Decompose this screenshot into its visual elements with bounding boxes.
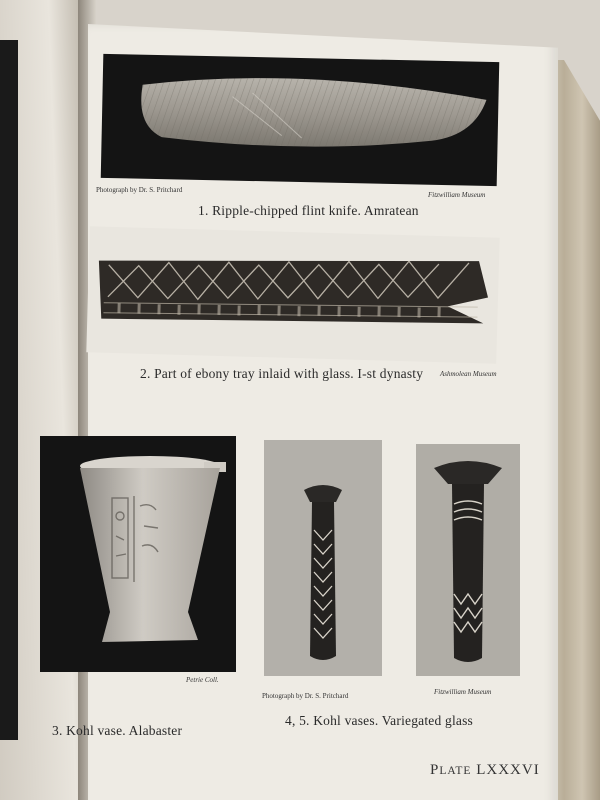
flint-knife-image [101,54,500,186]
ebony-tray-image [86,226,499,363]
glass-vase-5-photo [416,444,520,676]
alabaster-vase-image [40,436,236,672]
plate-label-rest: LATE [439,765,472,777]
glass-vase-4-image [264,440,382,676]
figure-1-museum: Fitzwilliam Museum [428,191,486,199]
figure-1-caption: 1. Ripple-chipped flint knife. Amratean [198,203,419,218]
plate-number: LXXXVI [476,762,540,778]
figure-3-caption: 3. Kohl vase. Alabaster [52,723,183,738]
figure-4-5-caption: 4, 5. Kohl vases. Variegated glass [285,713,474,728]
plate-label [430,762,540,779]
ebony-tray-photo [86,226,499,363]
flint-knife-photo [101,54,500,186]
figure-4-5-museum: Fitzwilliam Museum [434,688,492,696]
figure-3-museum: Petrie Coll. [186,676,219,684]
figure-1-photo-credit: Photograph by Dr. S. Pritchard [96,186,183,194]
alabaster-vase-photo [40,436,236,672]
left-page-dark-plate [0,40,18,740]
figure-2-museum: Ashmolean Museum [440,370,497,378]
plate-label-initial: P [430,762,440,778]
glass-vase-5-image [416,444,520,676]
figure-4-5-photo-credit: Photograph by Dr. S. Pritchard [262,692,349,700]
glass-vase-4-photo [264,440,382,676]
figure-2-caption: 2. Part of ebony tray inlaid with glass. I-st dynasty [140,366,424,381]
